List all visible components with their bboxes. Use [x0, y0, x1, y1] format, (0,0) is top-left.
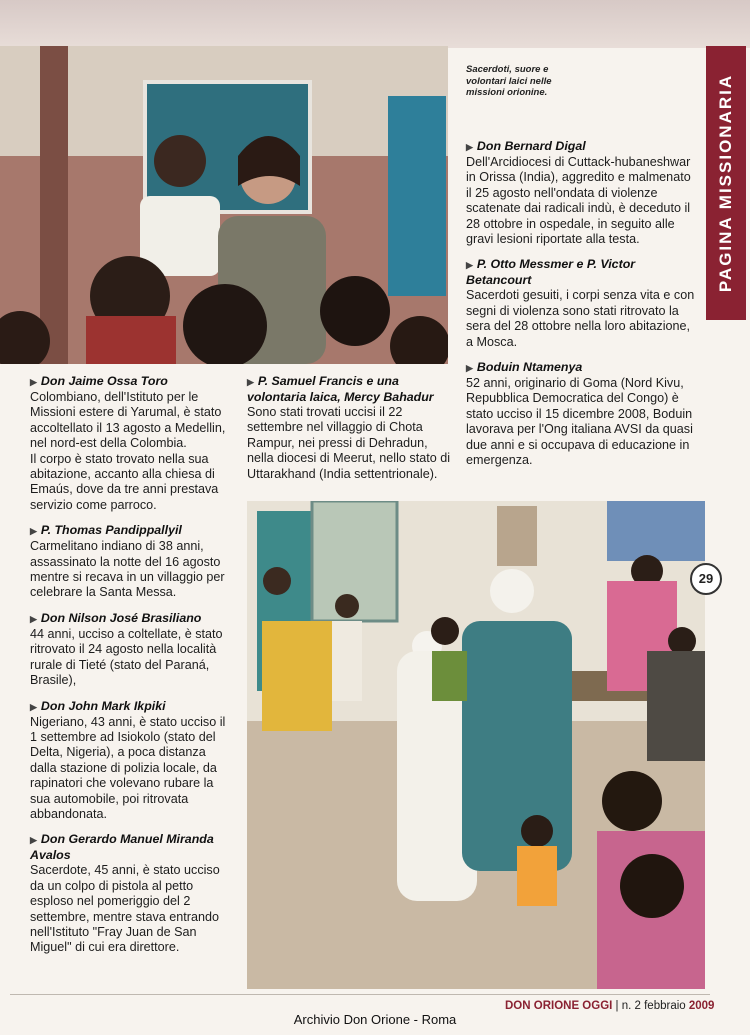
entry: [247, 374, 451, 482]
entry-heading: ▶ Don Jaime Ossa Toro: [30, 374, 168, 388]
bullet-arrow-icon: ▶: [466, 260, 473, 271]
entry: [466, 139, 696, 247]
issue-label: n. 2 febbraio: [621, 1000, 686, 1012]
entry-text: 52 anni, originario di Goma (Nord Kivu, Repubblica Democratica del Congo) è stato ucciso il 15 dicembre 2008, Boduin lavorava per l'Ong italiana AVSI da quasi due anni e si occupava di educazione in emergenza.: [466, 376, 693, 468]
section-title: PAGINA MISSIONARIA: [716, 73, 735, 293]
entry-heading: ▶ P. Thomas Pandippallyil: [30, 523, 182, 538]
issue-year: 2009: [688, 1000, 715, 1012]
bullet-arrow-icon: ▶: [30, 613, 37, 624]
bullet-arrow-icon: ▶: [30, 377, 37, 387]
top-band: [0, 0, 750, 48]
entry-text: Colombiano, dell'Istituto per le Missioni estere di Yarumal, è stato accoltellato il 13 agosto a Medellin, nel nord-est della Colombia.: [30, 390, 226, 451]
middle-column: [247, 374, 451, 492]
archive-note: Archivio Don Orione - Roma: [293, 1012, 457, 1027]
entry-heading: ▶ Boduin Ntamenya: [466, 360, 583, 375]
bottom-photo: [247, 501, 705, 989]
photo-caption: Sacerdoti, suore e volontari laici nelle missioni orionine.: [466, 64, 552, 98]
entry-heading: ▶ Don Nilson José Brasiliano: [30, 610, 202, 625]
entry-text: Carmelitano indiano di 38 anni, assassinato la notte del 16 agosto mentre si recava in un villaggio per celebrare la Santa Messa.: [30, 539, 225, 600]
bullet-arrow-icon: ▶: [466, 363, 473, 374]
bullet-arrow-icon: ▶: [30, 701, 37, 712]
footer-masthead: DON ORIONE OGGI | n. 2 febbraio 2009: [505, 1000, 715, 1012]
entry: [30, 523, 228, 601]
bullet-arrow-icon: ▶: [247, 377, 254, 387]
right-top-column: [466, 139, 696, 479]
page-number: 29: [690, 563, 722, 595]
bullet-arrow-icon: ▶: [30, 835, 37, 846]
entry-heading: ▶ P. Otto Messmer e P. Victor Betancourt: [466, 257, 636, 288]
entry: [30, 374, 228, 513]
entry-heading: ▶ P. Samuel Francis e una volontaria laica, Mercy Bahadur: [247, 374, 434, 404]
entry-text: Sacerdoti gesuiti, i corpi senza vita e con segni di violenza sono stati ritrovato la sera del 28 ottobre nella loro abitazione, a Mosca.: [466, 288, 695, 349]
magazine-name: DON ORIONE OGGI: [505, 1000, 613, 1012]
entry: [466, 257, 696, 350]
bullet-arrow-icon: ▶: [30, 526, 37, 537]
entry-text: Sono stati trovati uccisi il 22 settembre nel villaggio di Chota Rampur, nei pressi di Dehradun, nella diocesi di Meerut, nello stato di Uttarakhand (India settentrionale).: [247, 405, 451, 481]
entry-text: Sacerdote, 45 anni, è stato ucciso da un colpo di pistola al petto esploso nel pomeriggio del 2 settembre, mentre stava entrando nell'Istituto "Fray Juan de San Miguel" di cui era direttore.: [30, 863, 220, 955]
section-banner: [706, 46, 746, 320]
entry: [466, 360, 696, 468]
entry: [30, 699, 228, 823]
top-photo: [0, 46, 448, 364]
entry: [30, 832, 228, 955]
entry-text: Dell'Arcidiocesi di Cuttack-hubaneshwar in Orissa (India), aggredito e malmenato il 25 agosto nell'ondata di violenze scatenate dai radicali indù, è deceduto il 28 ottobre in ospedale, in seguito alle gravi lesioni riportate alla testa.: [466, 155, 691, 247]
footer-divider: [10, 994, 710, 995]
entry-text: 44 anni, ucciso a coltellate, è stato ritrovato il 24 agosto nella località rurale di Tieté (stato del Paraná, Brasile),: [30, 626, 223, 688]
entry-heading: ▶ Don Bernard Digal: [466, 139, 586, 153]
left-column: [30, 374, 228, 966]
entry-text: Il corpo è stato trovato nella sua abitazione, accanto alla chiesa di Emaús, dove da tre anni prestava servizio come parroco.: [30, 451, 219, 512]
bullet-arrow-icon: ▶: [466, 142, 473, 152]
entry-heading: ▶ Don John Mark Ikpiki: [30, 698, 166, 713]
entry: [30, 611, 228, 689]
entry-text: Nigeriano, 43 anni, è stato ucciso il 1 settembre ad Isiokolo (stato del Delta, Nigeria), a poca distanza dalla stazione di polizia locale, da rapinatori che volevano rubare la sua automobile, poi ritrovata abbandonata.: [30, 714, 226, 821]
entry-heading: ▶ Don Gerardo Manuel Miranda Avalos: [30, 832, 214, 863]
